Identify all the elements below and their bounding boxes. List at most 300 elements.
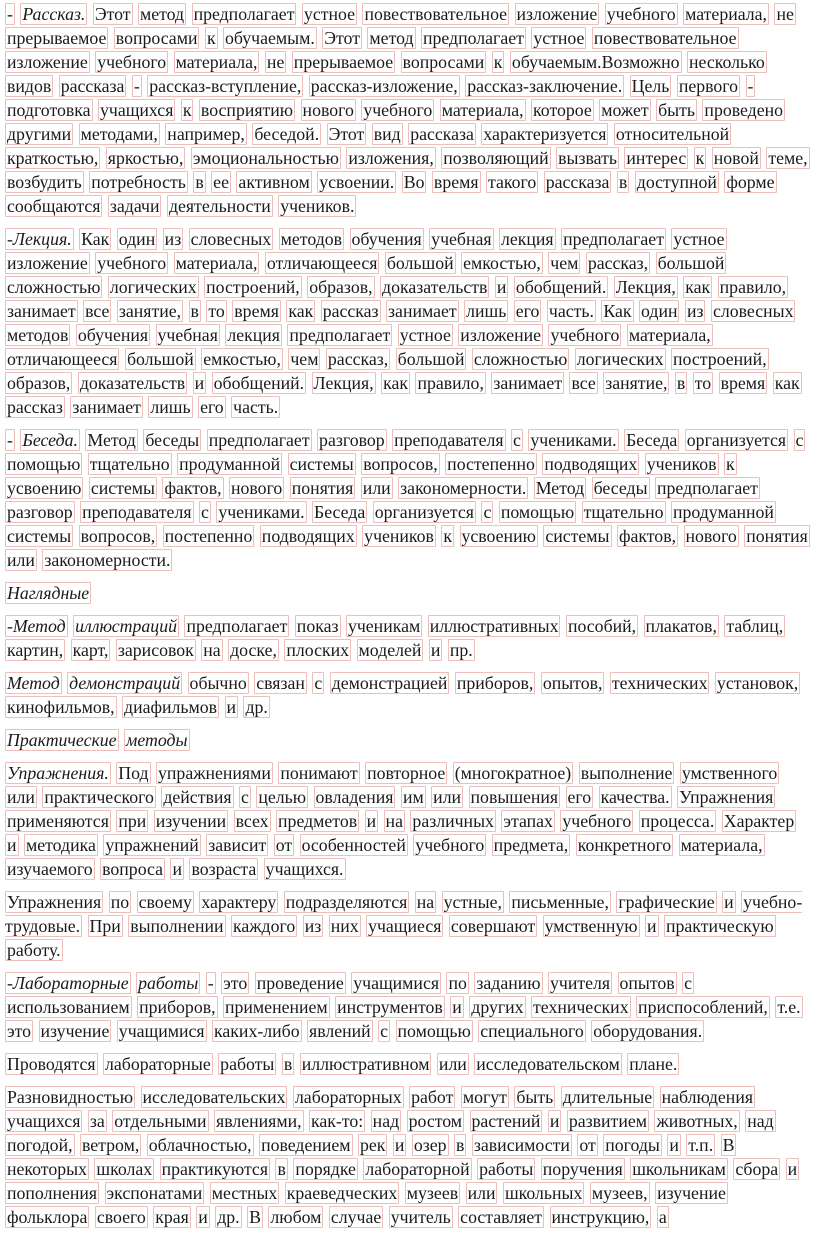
word: из — [686, 301, 704, 321]
word: технических — [533, 997, 629, 1017]
word: методов — [280, 229, 343, 249]
word-emphasis: Метод — [7, 673, 60, 693]
word: в — [277, 1159, 286, 1179]
word: поведением — [261, 1135, 351, 1155]
word: Этот — [328, 124, 365, 144]
word: заданию — [476, 973, 541, 993]
word: предполагает — [186, 616, 288, 636]
word: Лекция, — [615, 277, 676, 297]
word: исследовательских — [142, 1087, 286, 1107]
word: обучения — [77, 325, 149, 345]
word: изложение — [7, 253, 88, 273]
word: устное — [533, 28, 585, 48]
word: этапах — [503, 811, 553, 831]
word: любом — [270, 1207, 322, 1227]
word-emphasis: -Лабораторные — [7, 973, 129, 993]
word: лишь — [150, 397, 191, 417]
word: животных, — [656, 1111, 738, 1131]
word: учеников. — [280, 196, 355, 216]
word: закономерности. — [400, 478, 527, 498]
word: или — [7, 550, 35, 570]
word: усвоению — [7, 478, 82, 498]
word: учебная — [431, 229, 492, 249]
word: опытов — [619, 973, 675, 993]
word: экспонатами — [106, 1183, 203, 1203]
word: разговор — [319, 430, 385, 450]
word: организуется — [686, 430, 787, 450]
word: сбора — [735, 1159, 779, 1179]
word: Этот — [94, 4, 131, 24]
word: иллюстративном — [301, 1054, 430, 1074]
word: над — [747, 1111, 774, 1131]
word: обучаемым.Возможно — [511, 52, 680, 72]
word: плане. — [629, 1054, 678, 1074]
word: сложностью — [473, 349, 568, 369]
word: характеризуется — [483, 124, 607, 144]
word: продуманной — [179, 454, 281, 474]
word: правило, — [417, 373, 484, 393]
word: качества. — [600, 787, 670, 807]
word: плоских — [286, 640, 350, 660]
word: возбудить — [7, 172, 82, 192]
word: фольклора — [7, 1207, 88, 1227]
word: проведено — [704, 100, 784, 120]
word: иллюстративных — [429, 616, 559, 636]
word: материала, — [175, 52, 258, 72]
word: к — [695, 148, 705, 168]
word: помощью — [7, 454, 81, 474]
word: беседы — [145, 430, 200, 450]
word: рассказа — [60, 76, 125, 96]
word: часть. — [233, 397, 279, 417]
word: или — [362, 478, 391, 498]
word: т.е. — [777, 997, 801, 1017]
word: например, — [167, 124, 245, 144]
word: зависит — [208, 835, 267, 855]
word: др. — [245, 697, 268, 717]
word-emphasis: методы — [126, 730, 188, 750]
word: повествовательное — [364, 4, 508, 24]
word: за — [89, 1111, 105, 1131]
word: учениками. — [218, 502, 305, 522]
word: с — [684, 973, 693, 993]
word: быть — [658, 100, 695, 120]
word: применяются — [7, 811, 109, 831]
word: в — [190, 301, 199, 321]
word: предполагает — [422, 28, 524, 48]
word: такого — [488, 172, 537, 192]
word: восприятию — [200, 100, 294, 120]
word: методов — [7, 325, 69, 345]
word: графические — [618, 892, 715, 912]
word: озер — [413, 1135, 447, 1155]
word: пополнения — [7, 1183, 98, 1203]
word: не — [266, 52, 285, 72]
word: продуманной — [672, 502, 774, 522]
word: к — [493, 52, 503, 72]
word: нового — [685, 526, 737, 546]
word: предполагает — [563, 229, 664, 249]
word-emphasis: Упражнения. — [7, 763, 109, 783]
word: Под — [118, 763, 149, 783]
word: не — [776, 4, 794, 24]
word: задачи — [109, 196, 160, 216]
word: потребность — [91, 172, 186, 192]
word: понятия — [291, 478, 354, 498]
word: своему — [138, 892, 192, 912]
word: это — [223, 973, 248, 993]
word: овладения — [315, 787, 394, 807]
word: практического — [44, 787, 154, 807]
word: применением — [225, 997, 328, 1017]
word: устное — [303, 4, 355, 24]
word: края — [155, 1207, 189, 1227]
word: - — [747, 76, 754, 96]
word: изучение — [40, 1021, 110, 1041]
word: материала, — [175, 253, 258, 273]
word: материала, — [685, 4, 767, 24]
word: предполагает — [193, 4, 295, 24]
word: технических — [611, 673, 708, 693]
word: практикуются — [161, 1159, 268, 1179]
word: изучение — [657, 1183, 726, 1203]
word: зависимости — [473, 1135, 570, 1155]
word: и — [452, 997, 462, 1017]
word: некоторых — [7, 1159, 87, 1179]
word: работы — [479, 1159, 534, 1179]
word: предполагает — [289, 325, 391, 345]
word: Лекция, — [313, 373, 374, 393]
word: погодой, — [7, 1135, 73, 1155]
word: устные, — [443, 892, 502, 912]
word: и — [366, 811, 377, 831]
word: работ — [411, 1087, 454, 1107]
word: Характер — [723, 811, 795, 831]
word: учебного — [550, 325, 620, 345]
word: облачностью, — [148, 1135, 252, 1155]
word: пособий, — [567, 616, 637, 636]
word: погоды — [605, 1135, 660, 1155]
word: вопросов, — [363, 454, 438, 474]
word: школьных — [504, 1183, 583, 1203]
word: длительные — [562, 1087, 653, 1107]
word: таблиц, — [726, 616, 784, 636]
paragraph-8 — [5, 761, 811, 881]
word: учениками. — [530, 430, 617, 450]
word: учебного — [363, 100, 433, 120]
word: на — [385, 811, 403, 831]
word: правило, — [719, 277, 787, 297]
word: время — [433, 172, 479, 192]
word: системы — [90, 478, 155, 498]
word: лекция — [500, 229, 554, 249]
word: лекция — [227, 325, 280, 345]
word: плакатов, — [645, 616, 717, 636]
word: В — [722, 1135, 735, 1155]
word: краеведческих — [286, 1183, 398, 1203]
word: теме, — [768, 148, 808, 168]
word: учебного — [97, 253, 167, 273]
word: емкостью, — [203, 349, 281, 369]
word: с — [795, 430, 804, 450]
word: занятие, — [605, 373, 668, 393]
word: прерываемое — [293, 52, 394, 72]
word-emphasis: иллюстраций — [75, 616, 177, 636]
word: изложение — [7, 52, 88, 72]
word: предмета, — [493, 835, 569, 855]
word: один — [641, 301, 678, 321]
word: отличающееся — [7, 349, 118, 369]
word: при — [118, 811, 147, 831]
word: вопросами — [115, 28, 198, 48]
word: занимает — [388, 301, 457, 321]
word: зарисовок — [117, 640, 194, 660]
word: яркостью, — [107, 148, 184, 168]
word: предполагает — [657, 478, 758, 498]
word: Как — [603, 301, 632, 321]
word: усвоении. — [319, 172, 395, 192]
word: устное — [673, 229, 725, 249]
word: от — [275, 835, 293, 855]
word: это — [7, 1021, 32, 1041]
word: Проводятся — [7, 1054, 96, 1074]
word: - — [207, 973, 214, 993]
word: а — [658, 1207, 667, 1227]
word: учебно-трудовые. — [5, 892, 803, 936]
word: все — [571, 373, 596, 393]
word: занятие, — [118, 301, 182, 321]
word: как — [383, 373, 409, 393]
word: составляет — [460, 1207, 543, 1227]
word: беседы — [593, 478, 648, 498]
word: как — [685, 277, 711, 297]
word: своего — [96, 1207, 146, 1227]
word: Беседа — [626, 430, 678, 450]
word: интерес — [626, 148, 687, 168]
word: приборов, — [139, 997, 216, 1017]
word: быть — [516, 1087, 554, 1107]
word: словесных — [712, 301, 794, 321]
word: и — [724, 892, 734, 912]
word: Как — [81, 229, 110, 249]
word: подразделяются — [285, 892, 408, 912]
word: демонстрацией — [331, 673, 448, 693]
word: с — [314, 673, 323, 693]
word: фактов, — [618, 526, 677, 546]
word: разговор — [7, 502, 73, 522]
word: на — [203, 640, 221, 660]
word: учащихся — [99, 100, 174, 120]
paragraph-10 — [5, 971, 811, 1043]
word: рассказ, — [587, 253, 649, 273]
word: инструментов — [337, 997, 443, 1017]
word: образов, — [309, 277, 373, 297]
word: часть. — [548, 301, 594, 321]
word: Во — [403, 172, 425, 192]
paragraph-12 — [5, 1085, 811, 1229]
word: школьникам — [632, 1159, 726, 1179]
word: оборудования. — [593, 1021, 703, 1041]
word: беседой. — [254, 124, 320, 144]
word: работы — [220, 1054, 275, 1074]
word: большой — [386, 253, 454, 273]
word: проведение — [256, 973, 344, 993]
word: в — [195, 172, 204, 192]
paragraph-5 — [5, 614, 811, 662]
word: повышения — [470, 787, 559, 807]
word: и — [198, 1207, 208, 1227]
word: тщательно — [89, 454, 170, 474]
word: изучаемого — [7, 859, 93, 879]
word: работу. — [7, 940, 61, 960]
word: словесных — [190, 229, 272, 249]
word: вопросов, — [80, 526, 156, 546]
word: и — [647, 916, 657, 936]
word: лабораторные — [105, 1054, 211, 1074]
word: на — [416, 892, 435, 912]
word: учебного — [415, 835, 485, 855]
word: преподавателя — [82, 502, 192, 522]
word: и — [226, 697, 237, 717]
word: музеев — [406, 1183, 459, 1203]
word: Упражнения — [679, 787, 774, 807]
word: закономерности. — [44, 550, 171, 570]
word: выполнение — [580, 763, 673, 783]
word: действия — [163, 787, 232, 807]
word: учащиеся — [368, 916, 442, 936]
word: доске, — [230, 640, 277, 660]
word-emphasis: демонстраций — [69, 673, 181, 693]
word: активном — [238, 172, 310, 192]
word: с — [200, 502, 209, 522]
word: различных — [412, 811, 494, 831]
word: специального — [480, 1021, 584, 1041]
word: рассказ — [7, 397, 63, 417]
word: целью — [258, 787, 307, 807]
word: учеников — [364, 526, 434, 546]
word: Беседа — [314, 502, 366, 522]
word: характеру — [201, 892, 277, 912]
word: доказательств — [382, 277, 488, 297]
word: как-то: — [311, 1111, 364, 1131]
word: В — [249, 1207, 261, 1227]
word: постепенно — [164, 526, 253, 546]
word: упражнениями — [158, 763, 271, 783]
word: учащихся. — [265, 859, 344, 879]
word: изучении — [155, 811, 227, 831]
word: практическую — [666, 916, 774, 936]
paragraph-2 — [5, 227, 811, 419]
paragraph-7 — [5, 728, 811, 752]
word: подводящих — [261, 526, 355, 546]
word: все — [85, 301, 110, 321]
word: обобщений. — [515, 277, 607, 297]
word: в — [676, 373, 686, 393]
word: умственного — [681, 763, 778, 783]
word: всех — [235, 811, 269, 831]
word-emphasis: работы — [138, 973, 199, 993]
word: особенностей — [301, 835, 406, 855]
word: чем — [550, 253, 579, 273]
word: методика — [25, 835, 96, 855]
word: учебного — [562, 811, 632, 831]
word: фактов, — [164, 478, 222, 498]
word: лабораторной — [365, 1159, 470, 1179]
word: исследовательском — [476, 1054, 620, 1074]
word: вопросами — [402, 52, 485, 72]
word: прерываемое — [7, 28, 107, 48]
word-emphasis: Беседа. — [22, 430, 78, 450]
word: учеников — [646, 454, 717, 474]
word: построений, — [206, 277, 300, 297]
word: сообщаются — [7, 196, 101, 216]
word: системы — [289, 454, 354, 474]
word: или — [467, 1183, 496, 1203]
word: (многократное) — [454, 763, 572, 783]
word: рассказ — [322, 301, 379, 321]
word: поручения — [542, 1159, 623, 1179]
word: лабораторных — [294, 1087, 402, 1107]
word: материала, — [628, 325, 711, 345]
word: то — [694, 373, 712, 393]
word: изложение — [516, 4, 598, 24]
word: учебного — [606, 4, 676, 24]
word: установок, — [716, 673, 799, 693]
word-emphasis: -Лекция. — [7, 229, 72, 249]
word: использованием — [7, 997, 130, 1017]
word: опытов, — [542, 673, 603, 693]
word: карт, — [72, 640, 109, 660]
word: логических — [109, 277, 197, 297]
word: предметов — [278, 811, 358, 831]
paragraph-1 — [5, 2, 811, 218]
word: повествовательное — [593, 28, 737, 48]
word: обучения — [351, 229, 422, 249]
word: помощью — [500, 502, 575, 522]
word: большой — [657, 253, 725, 273]
word: над — [372, 1111, 400, 1131]
word: вид — [373, 124, 401, 144]
word: местных — [211, 1183, 278, 1203]
word: случае — [330, 1207, 382, 1227]
word: и — [394, 1135, 405, 1155]
word: в — [283, 1054, 293, 1074]
word: предполагает — [208, 430, 310, 450]
word: или — [438, 1054, 467, 1074]
word: отличающееся — [266, 253, 378, 273]
word: новой — [713, 148, 759, 168]
word: форме — [726, 172, 775, 192]
word: отдельными — [114, 1111, 207, 1131]
word: инструкцию, — [551, 1207, 650, 1227]
word: от — [579, 1135, 596, 1155]
word: или — [433, 787, 462, 807]
paragraph-6 — [5, 671, 811, 719]
word: ветром, — [82, 1135, 140, 1155]
word: к — [725, 454, 735, 474]
word-emphasis: Наглядные — [7, 583, 90, 603]
word: кинофильмов, — [7, 697, 115, 717]
word: нового — [302, 100, 354, 120]
word: рассказа — [545, 172, 610, 192]
word: понимают — [280, 763, 358, 783]
word: нового — [231, 478, 283, 498]
paragraph-9 — [5, 890, 811, 962]
word: устное — [399, 325, 451, 345]
word: и — [430, 640, 441, 660]
word: чем — [290, 349, 319, 369]
word: картин, — [7, 640, 64, 660]
